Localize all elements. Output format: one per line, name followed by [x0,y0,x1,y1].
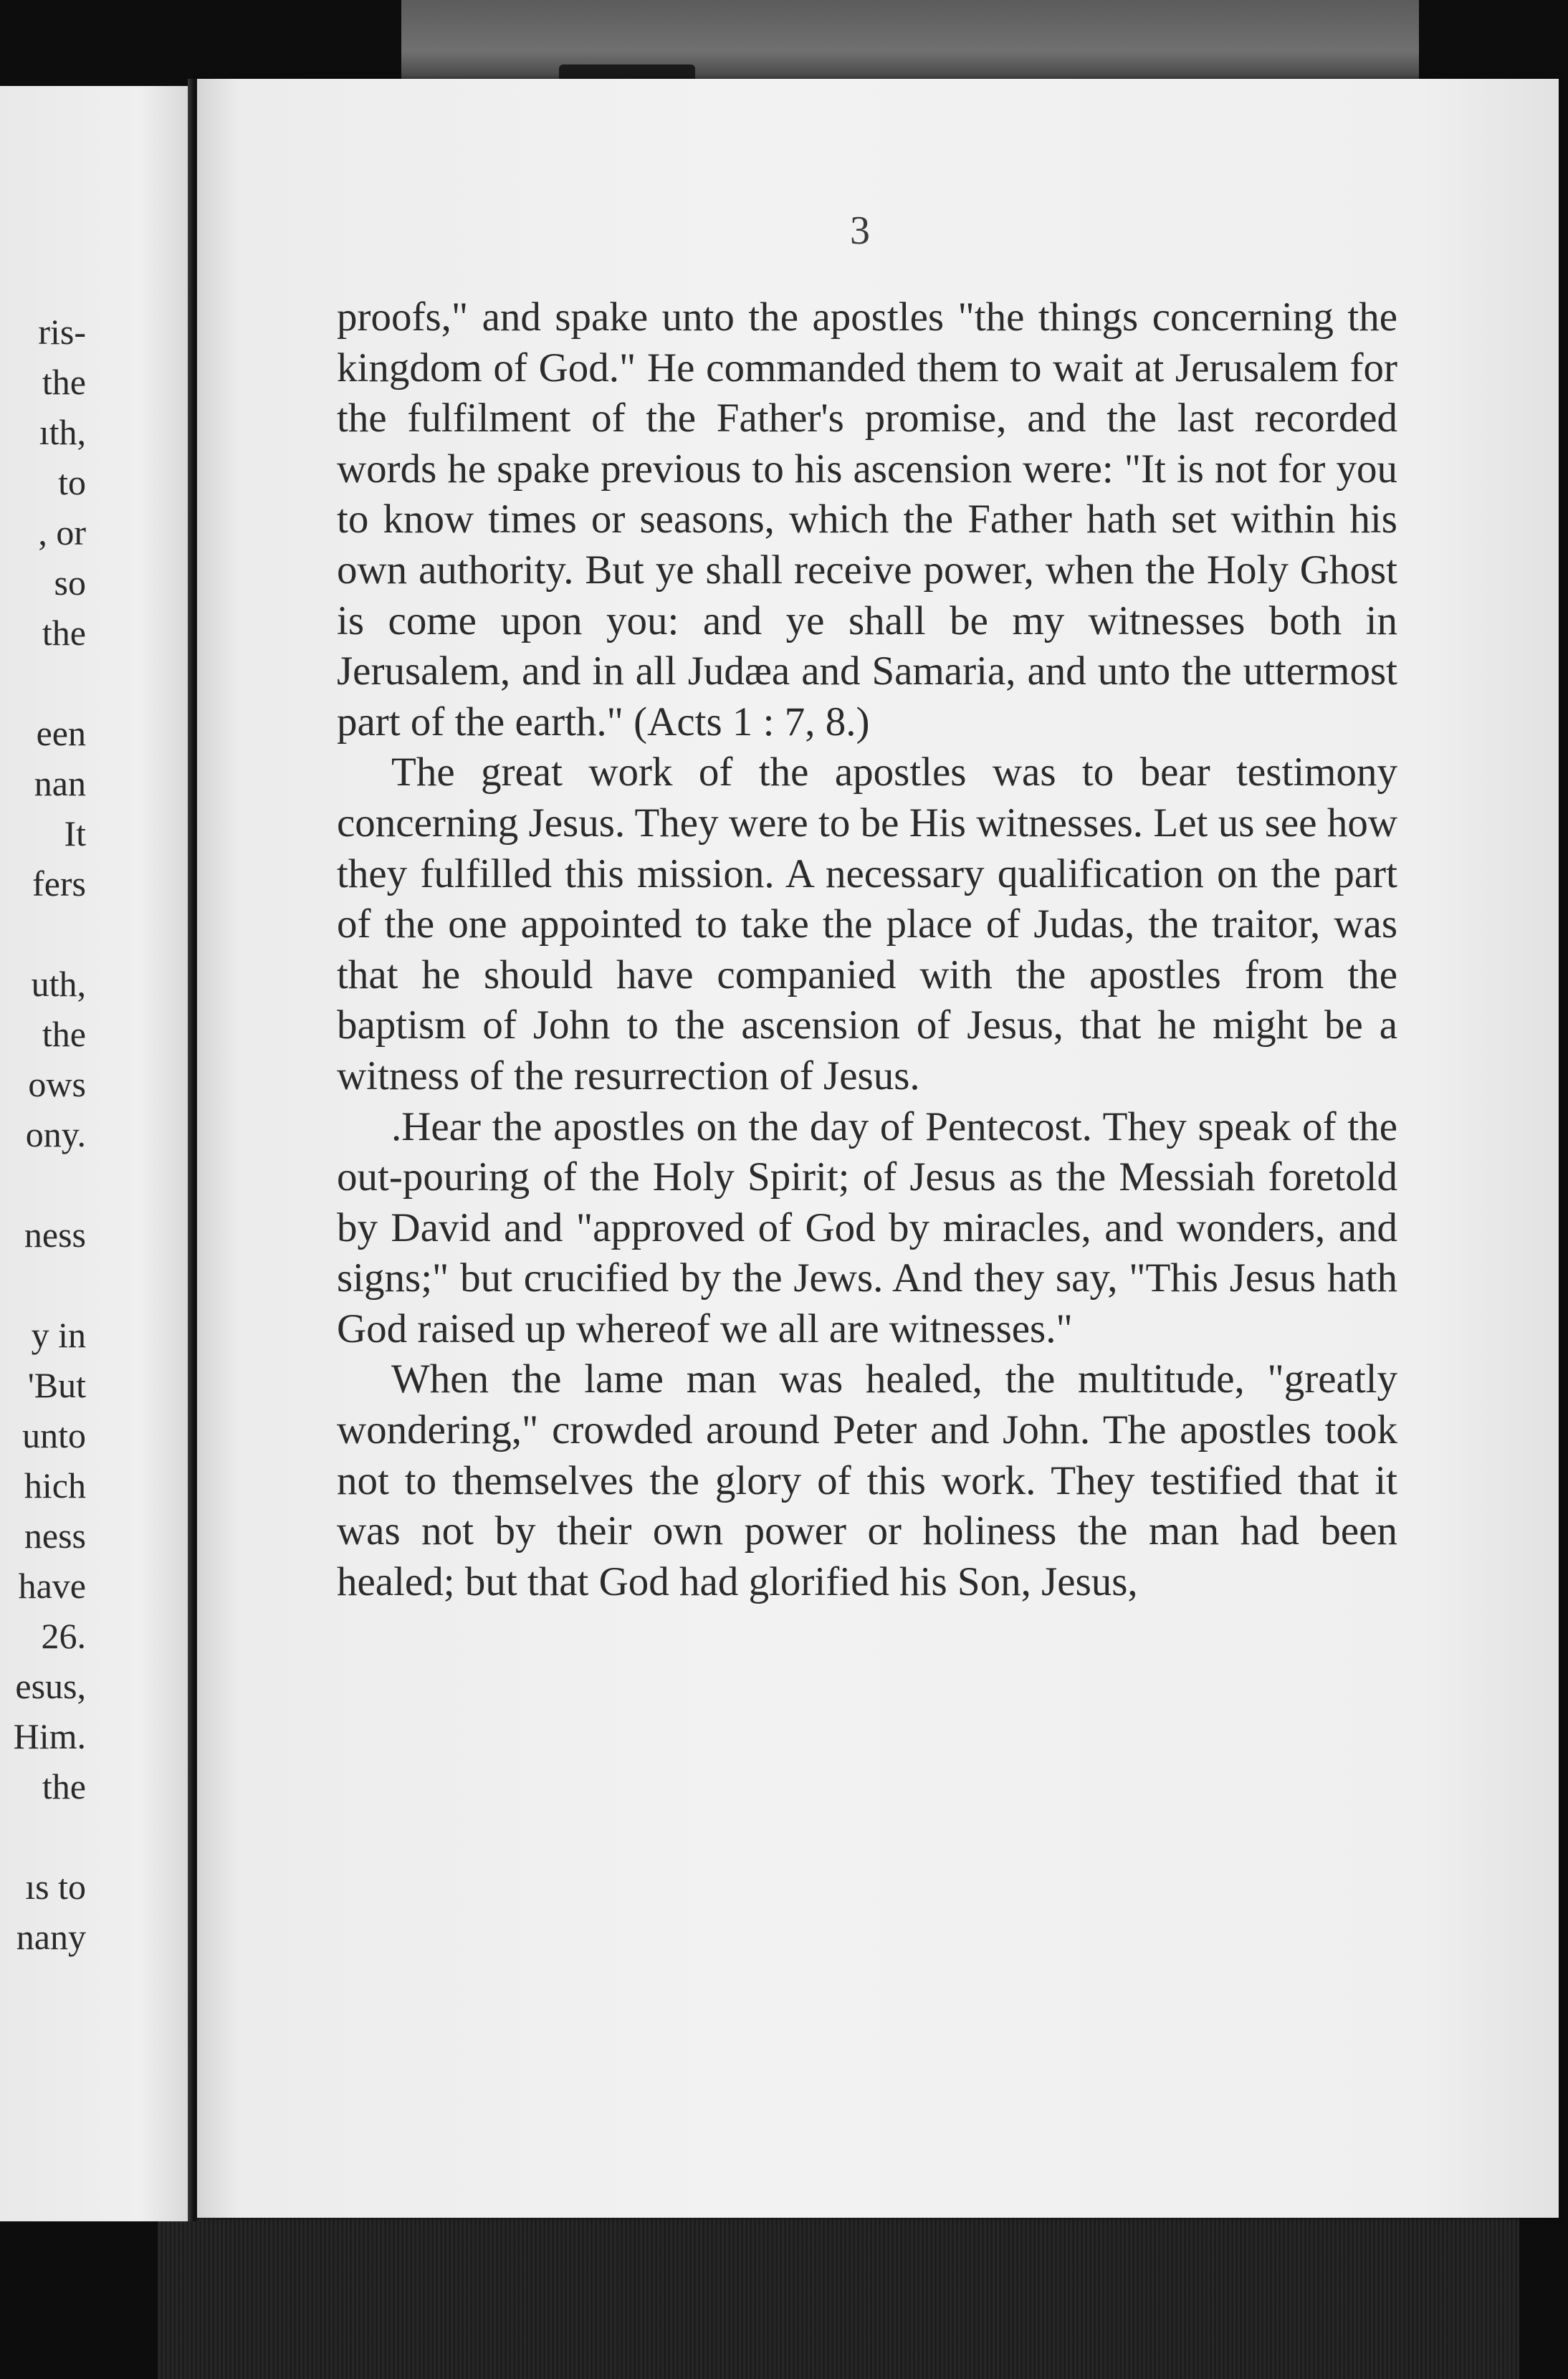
fragment: , or [38,512,86,552]
fragment: unto [22,1415,86,1455]
paragraph: .Hear the apostles on the day of Pentecost. They speak of the out-pouring of the Holy Spirit; of Jesus as the Messiah foretold by David and "approved of God by miracles, and wonders, and signs;" but crucified by the Jews. And they say, "This Jesus hath God raised up whereof we all are witnesses." [337,1104,1397,1351]
fragment: the [42,1766,86,1806]
fragment: uth, [31,964,86,1004]
fragment: the [42,613,86,653]
fragment: fers [32,863,86,904]
paragraph: When the lame man was healed, the multitude, "greatly wondering," crowded around Peter and John. The apostles took not to themselves the glory of this work. They testified that it was not by their own power or holiness the man had been healed; but that God had glorified his Son, Jesus, [337,1356,1397,1604]
fragment: ıth, [39,412,86,452]
fragment: ıs to [25,1867,86,1907]
left-page [0,86,201,2221]
fragment: ness [24,1516,86,1556]
page-number: 3 [850,209,870,253]
fragment: to [58,462,86,502]
fragment: een [36,713,86,753]
body-text [337,292,1397,1607]
fragment: nan [34,763,86,803]
fragment: the [42,362,86,402]
fragment: ows [28,1064,86,1104]
fragment: so [54,563,86,603]
fragment: ness [24,1215,86,1255]
fragment: 'But [27,1365,86,1405]
paragraph: proofs," and spake unto the apostles "the things concerning the kingdom of God." He commanded them to wait at Jerusalem for the fulfilment of the Father's promise, and the last recorded words he spake previous to his ascension were: "It is not for you to know times or seasons, which the Father hath set within his own authority. But ye shall receive power, when the Holy Ghost is come upon you: and ye shall be my witnesses both in Jerusalem, and in all Judæa and Samaria, and unto the uttermost part of the earth." (Acts 1 : 7, 8.) [337,295,1397,745]
fragment: It [64,813,86,853]
paragraph: The great work of the apostles was to bear testimony concerning Jesus. They were to be His witnesses. Let us see how they fulfilled this mission. A necessary qualification on the part of the one appointed to take the place of Judas, the traitor, was that he should have companied with the apostles from the baptism of John to the ascension of Jesus, that he might be a witness of the resurrection of Jesus. [337,750,1397,1098]
fragment: have [18,1566,86,1606]
fragment: esus, [15,1666,86,1706]
fragment: nany [16,1917,86,1957]
fragment: y in [31,1315,86,1355]
fragment: ony. [25,1114,86,1154]
background-book-cover-top [401,0,1419,86]
fragment: ris- [38,312,86,352]
fragment: the [42,1014,86,1054]
fragment: Him. [13,1716,86,1756]
background-book-cover-bottom [158,2214,1519,2379]
fragment: 26. [41,1616,86,1656]
fragment: hich [24,1465,86,1506]
